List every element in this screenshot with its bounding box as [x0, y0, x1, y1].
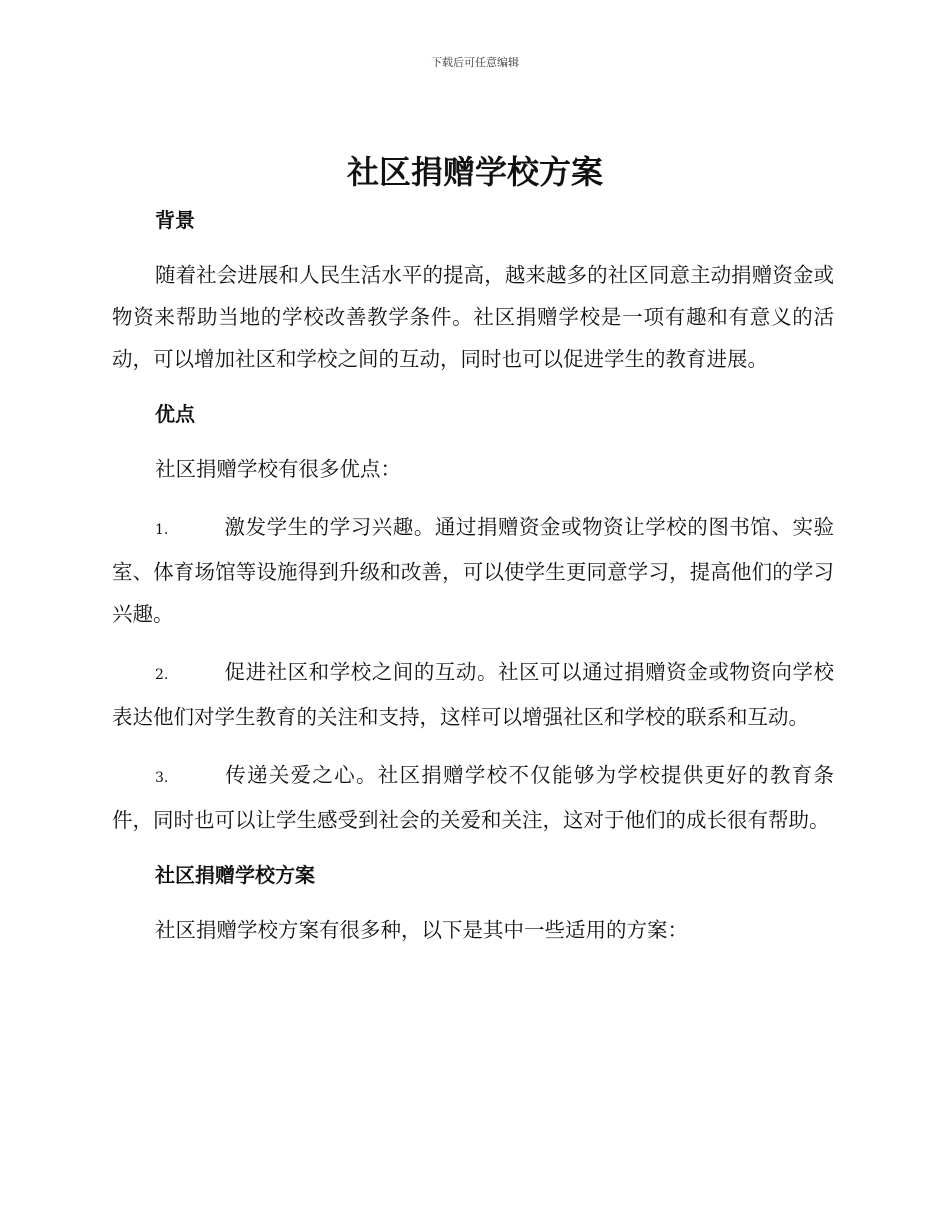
advantages-intro: 社区捐赠学校有很多优点： [155, 457, 401, 481]
section-heading-background: 背景 [155, 208, 195, 232]
header-note: 下载后可任意编辑 [431, 56, 519, 69]
plan-intro: 社区捐赠学校方案有很多种，以下是其中一些适用的方案： [155, 918, 688, 942]
list-item-number: 1. [155, 522, 169, 538]
document-body [112, 202, 834, 951]
list-item-text: 激发学生的学习兴趣。通过捐赠资金或物资让学校的图书馆、实验室、体育场馆等设施得到升级和改善，可以使学生更同意学习，提高他们的学习兴趣。 [112, 515, 834, 626]
list-item [112, 651, 834, 738]
list-item-text: 促进社区和学校之间的互动。社区可以通过捐赠资金或物资向学校表达他们对学生教育的关注和支持，这样可以增强社区和学校的联系和互动。 [112, 660, 834, 729]
list-item-number: 2. [155, 667, 169, 683]
section-heading-plan: 社区捐赠学校方案 [155, 863, 315, 887]
list-item-text: 传递关爱之心。社区捐赠学校不仅能够为学校提供更好的教育条件，同时也可以让学生感受到社会的关爱和关注，这对于他们的成长很有帮助。 [112, 763, 834, 832]
list-item [112, 506, 834, 635]
list-item [112, 754, 834, 841]
section-heading-advantages: 优点 [155, 402, 195, 426]
document-title: 社区捐赠学校方案 [346, 153, 603, 191]
background-paragraph: 随着社会进展和人民生活水平的提高，越来越多的社区同意主动捐赠资金或物资来帮助当地的学校改善教学条件。社区捐赠学校是一项有趣和有意义的活动，可以增加社区和学校之间的互动，同时也可以促进学生的教育进展。 [112, 263, 834, 371]
list-item-number: 3. [155, 770, 169, 786]
